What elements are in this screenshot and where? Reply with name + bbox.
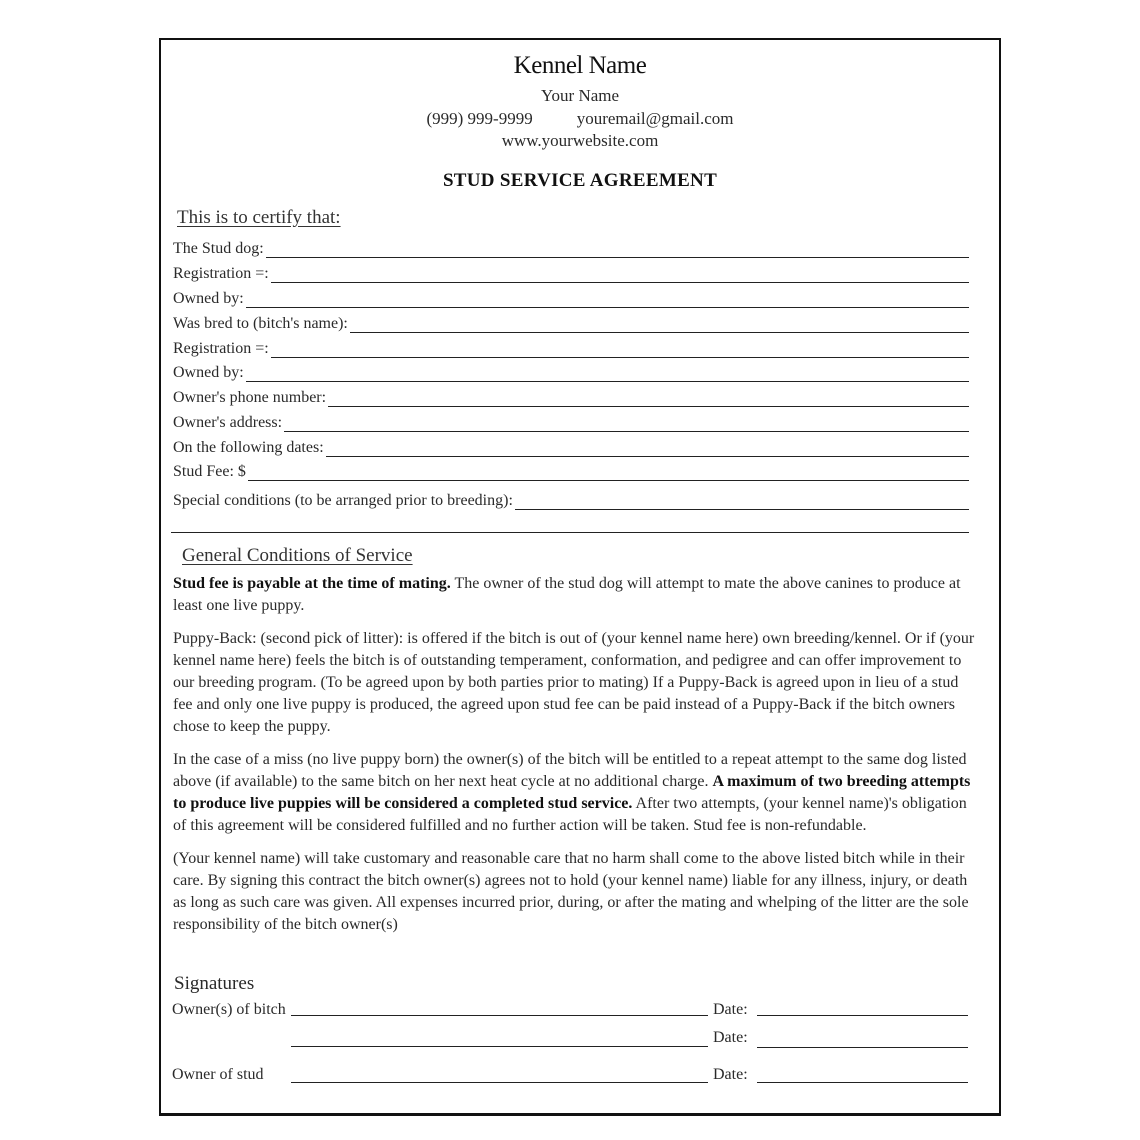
field-line[interactable]: [284, 415, 969, 432]
field-label: The Stud dog:: [173, 240, 264, 257]
bitch-owner-date-line-2[interactable]: [757, 1047, 968, 1048]
text: The owner of the stud dog will attempt to mate the above canines to produce at least one live puppy.: [173, 575, 961, 614]
field-line[interactable]: [246, 365, 969, 382]
bitch-owner-signature-line-2[interactable]: [291, 1046, 708, 1047]
special-conditions-extra-line[interactable]: [171, 532, 969, 533]
field-line[interactable]: [350, 316, 969, 333]
conditions-text: [173, 573, 979, 947]
field-label: Special conditions (to be arranged prior to breeding):: [173, 492, 513, 509]
bold-text: A maximum of two breeding attempts to produce live puppies will be considered a completed stud service.: [173, 773, 971, 812]
stud-owner-date-line[interactable]: [757, 1082, 968, 1083]
field-line[interactable]: [326, 440, 969, 457]
field-line[interactable]: [328, 390, 969, 407]
text: After two attempts, (your kennel name)'s obligation of this agreement will be considered fulfilled and no further action will be taken. Stud fee is non-refundable.: [173, 795, 967, 834]
field-line[interactable]: [271, 266, 969, 283]
agreement-page: [159, 38, 1001, 1116]
paragraph-payment: [173, 573, 979, 617]
kennel-name: Kennel Name: [513, 52, 647, 79]
paragraph-puppy-back: Puppy-Back: (second pick of litter): is offered if the bitch is out of (your kennel name here) own breeding/kennel. Or if (your kennel name here) feels the bitch is of outstanding temperament, conformation, and pedigree and can offer improvement to our breeding program. (To be agreed upon by both parties prior to mating) If a Puppy-Back is agreed upon in lieu of a stud fee and only one live puppy is produced, the agreed upon stud fee can be paid instead of a Puppy-Back if the bitch owners chose to keep the puppy.: [173, 630, 975, 735]
email: youremail@gmail.com: [576, 109, 734, 128]
field-label: Owner's address:: [173, 414, 283, 431]
field-stud-owner[interactable]: [173, 286, 969, 308]
field-special-conditions[interactable]: [173, 488, 969, 510]
field-label: Was bred to (bitch's name):: [173, 315, 348, 332]
field-stud-dog[interactable]: [173, 236, 969, 258]
field-line[interactable]: [271, 341, 969, 358]
field-label: Owner's phone number:: [173, 389, 327, 406]
website: www.yourwebsite.com: [501, 131, 659, 150]
field-owner-phone[interactable]: [173, 385, 969, 407]
bitch-owner-signature-line-1[interactable]: [291, 1015, 708, 1016]
bitch-owner-date-line-1[interactable]: [757, 1015, 968, 1016]
document-title: STUD SERVICE AGREEMENT: [442, 170, 718, 191]
field-stud-fee[interactable]: [173, 459, 969, 481]
contact-line: [161, 109, 999, 129]
paragraph-liability: (Your kennel name) will take customary and reasonable care that no harm shall come to the above listed bitch while in their care. By signing this contract the bitch owner(s) agrees not to hold (your kennel name) liable for any illness, injury, or death as long as such care was given. All expenses incurred prior, during, or after the mating and whelping of the litter are the sole responsibility of the bitch owner(s): [173, 850, 969, 933]
field-bitch-registration[interactable]: [173, 336, 969, 358]
bold-text: Stud fee is payable at the time of mating.: [173, 575, 451, 592]
signatures-heading: Signatures: [174, 973, 255, 994]
date-label: Date:: [713, 1029, 748, 1046]
paragraph-miss: [173, 749, 979, 837]
field-label: Owned by:: [173, 364, 244, 381]
field-bitch-owner[interactable]: [173, 360, 969, 382]
field-label: On the following dates:: [173, 439, 324, 456]
certify-heading: This is to certify that:: [177, 207, 341, 228]
bitch-owner-label: Owner(s) of bitch: [172, 1001, 286, 1018]
field-label: Registration =:: [173, 340, 269, 357]
field-line[interactable]: [515, 493, 969, 510]
date-label: Date:: [713, 1001, 748, 1018]
field-stud-registration[interactable]: [173, 261, 969, 283]
field-line[interactable]: [248, 464, 969, 481]
field-label: Stud Fee: $: [173, 463, 246, 480]
phone: (999) 999-9999: [426, 109, 533, 128]
field-label: Registration =:: [173, 265, 269, 282]
stud-owner-signature-line[interactable]: [291, 1082, 708, 1083]
field-line[interactable]: [266, 241, 969, 258]
stud-owner-label: Owner of stud: [172, 1066, 264, 1083]
conditions-heading: General Conditions of Service: [182, 545, 413, 566]
field-label: Owned by:: [173, 290, 244, 307]
field-bitch-name[interactable]: [173, 311, 969, 333]
field-line[interactable]: [246, 291, 969, 308]
text: In the case of a miss (no live puppy born) the owner(s) of the bitch will be entitled to a repeat attempt to the same dog listed above (if available) to the same bitch on her next heat cycle at no additional charge.: [173, 751, 967, 790]
field-dates[interactable]: [173, 435, 969, 457]
date-label: Date:: [713, 1066, 748, 1083]
your-name: Your Name: [540, 86, 620, 105]
field-owner-address[interactable]: [173, 410, 969, 432]
